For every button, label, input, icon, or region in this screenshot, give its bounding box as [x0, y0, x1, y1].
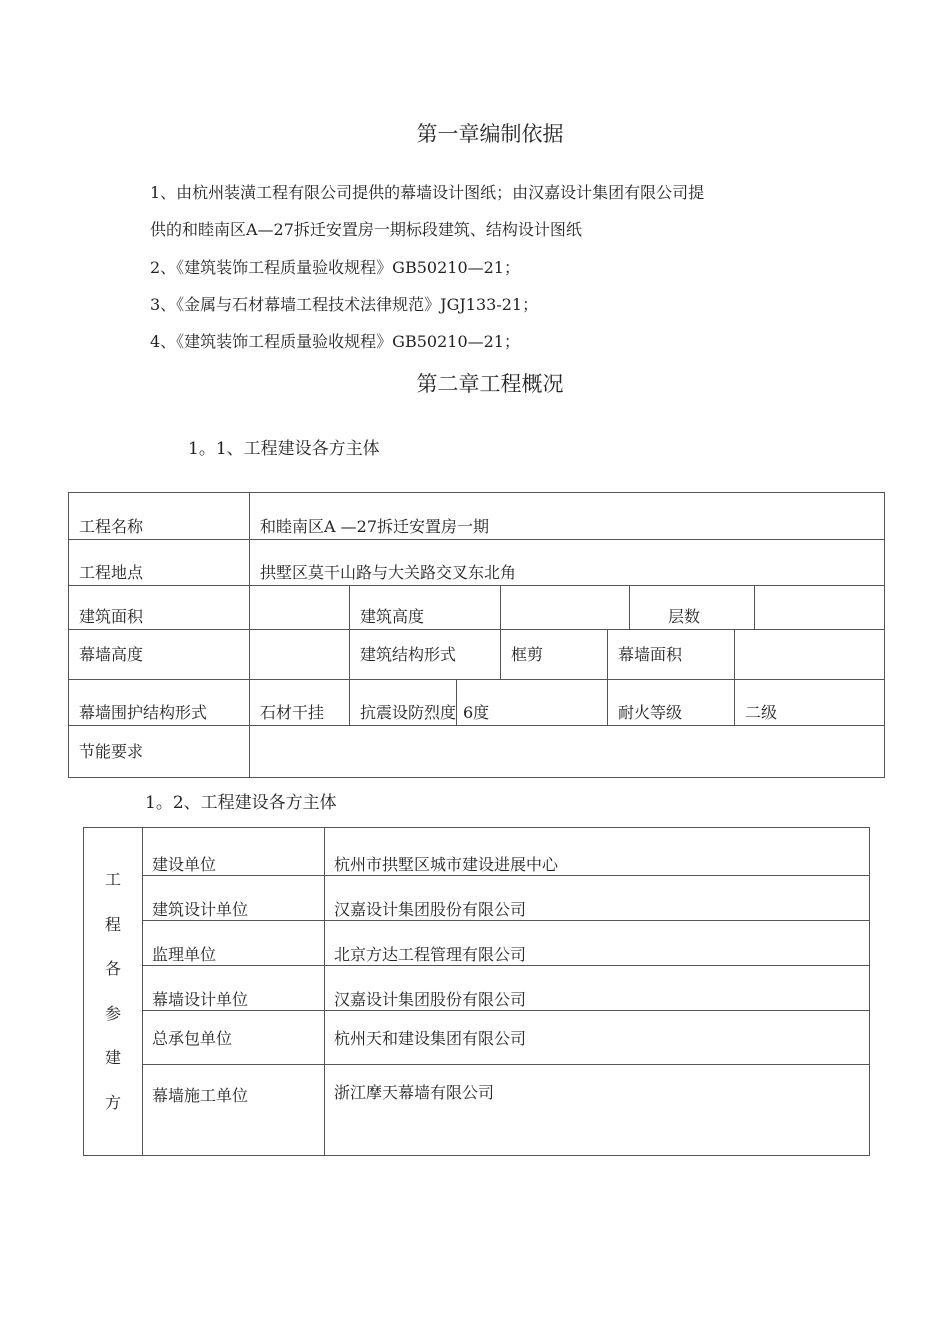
table-row — [69, 726, 885, 778]
value-seismic-intensity: 6度 — [457, 680, 608, 726]
table-row — [69, 630, 885, 680]
side-char: 参 — [104, 1003, 121, 1023]
basis-item-3: 3、《金属与石材幕墙工程技术法律规范》JGJ133-21； — [150, 295, 539, 314]
name-construction-unit: 杭州市拱墅区城市建设进展中心 — [325, 828, 870, 876]
value-project-location: 拱墅区莫干山路与大关路交叉东北角 — [250, 540, 885, 586]
table-row — [84, 876, 870, 921]
label-enclosure-structure: 幕墙围护结构形式 — [69, 680, 250, 726]
value-building-height — [501, 586, 630, 630]
value-structure-type: 框剪 — [501, 630, 608, 680]
name-general-contractor: 杭州天和建设集团有限公司 — [325, 1011, 870, 1065]
basis-item-2: 2、《建筑装饰工程质量验收规程》GB50210—21； — [150, 258, 520, 277]
chapter2-title: 第二章工程概况 — [416, 372, 564, 396]
table-row — [84, 966, 870, 1011]
value-energy-saving — [250, 726, 885, 778]
value-curtain-wall-area — [735, 630, 885, 680]
basis-item-1-cont: 供的和睦南区A—27拆迁安置房一期标段建筑、结构设计图纸 — [150, 220, 582, 239]
table-row — [84, 828, 870, 876]
label-structure-type: 建筑结构形式 — [350, 630, 501, 680]
table-row — [69, 680, 885, 726]
label-project-location: 工程地点 — [69, 540, 250, 586]
role-curtain-wall-construction: 幕墙施工单位 — [143, 1065, 325, 1156]
role-construction-unit: 建设单位 — [143, 828, 325, 876]
table-row — [84, 921, 870, 966]
section-1-2-heading: 1。2、工程建设各方主体 — [145, 793, 337, 813]
value-fire-rating: 二级 — [735, 680, 885, 726]
role-architectural-design: 建筑设计单位 — [143, 876, 325, 921]
role-supervision: 监理单位 — [143, 921, 325, 966]
label-curtain-wall-height: 幕墙高度 — [69, 630, 250, 680]
basis-item-1: 1、由杭州装潢工程有限公司提供的幕墙设计图纸；由汉嘉设计集团有限公司提 — [150, 183, 705, 202]
name-curtain-wall-design: 汉嘉设计集团股份有限公司 — [325, 966, 870, 1011]
label-curtain-wall-area: 幕墙面积 — [608, 630, 735, 680]
label-building-area: 建筑面积 — [69, 586, 250, 630]
side-char: 各 — [104, 959, 121, 978]
side-char: 工 — [104, 870, 121, 889]
name-curtain-wall-construction: 浙江摩天幕墙有限公司 — [325, 1065, 870, 1156]
label-seismic-intensity: 抗震设防烈度 — [350, 680, 457, 726]
name-supervision: 北京方达工程管理有限公司 — [325, 921, 870, 966]
label-floors: 层数 — [630, 586, 755, 630]
role-curtain-wall-design: 幕墙设计单位 — [143, 966, 325, 1011]
label-project-name: 工程名称 — [69, 493, 250, 540]
side-char: 方 — [104, 1092, 121, 1112]
table-row — [69, 540, 885, 586]
value-curtain-wall-height — [250, 630, 350, 680]
chapter1-title: 第一章编制依据 — [416, 122, 564, 146]
value-enclosure-structure: 石材干挂 — [250, 680, 350, 726]
side-char: 建 — [104, 1048, 121, 1067]
value-project-name: 和睦南区A —27拆迁安置房一期 — [250, 493, 885, 540]
label-energy-saving: 节能要求 — [69, 726, 250, 778]
table-row — [69, 493, 885, 540]
side-char: 程 — [104, 914, 121, 934]
section-1-1-heading: 1。1、工程建设各方主体 — [188, 439, 380, 459]
parties-side-label — [84, 828, 143, 1156]
role-general-contractor: 总承包单位 — [143, 1011, 325, 1065]
table-row — [84, 1011, 870, 1065]
value-floors — [755, 586, 885, 630]
label-fire-rating: 耐火等级 — [608, 680, 735, 726]
basis-item-4: 4、《建筑装饰工程质量验收规程》GB50210—21； — [150, 332, 520, 351]
table-row — [84, 1065, 870, 1156]
value-building-area — [250, 586, 350, 630]
parties-table — [83, 827, 870, 1156]
label-building-height: 建筑高度 — [350, 586, 501, 630]
project-info-table — [68, 492, 885, 778]
table-row — [69, 586, 885, 630]
name-architectural-design: 汉嘉设计集团股份有限公司 — [325, 876, 870, 921]
